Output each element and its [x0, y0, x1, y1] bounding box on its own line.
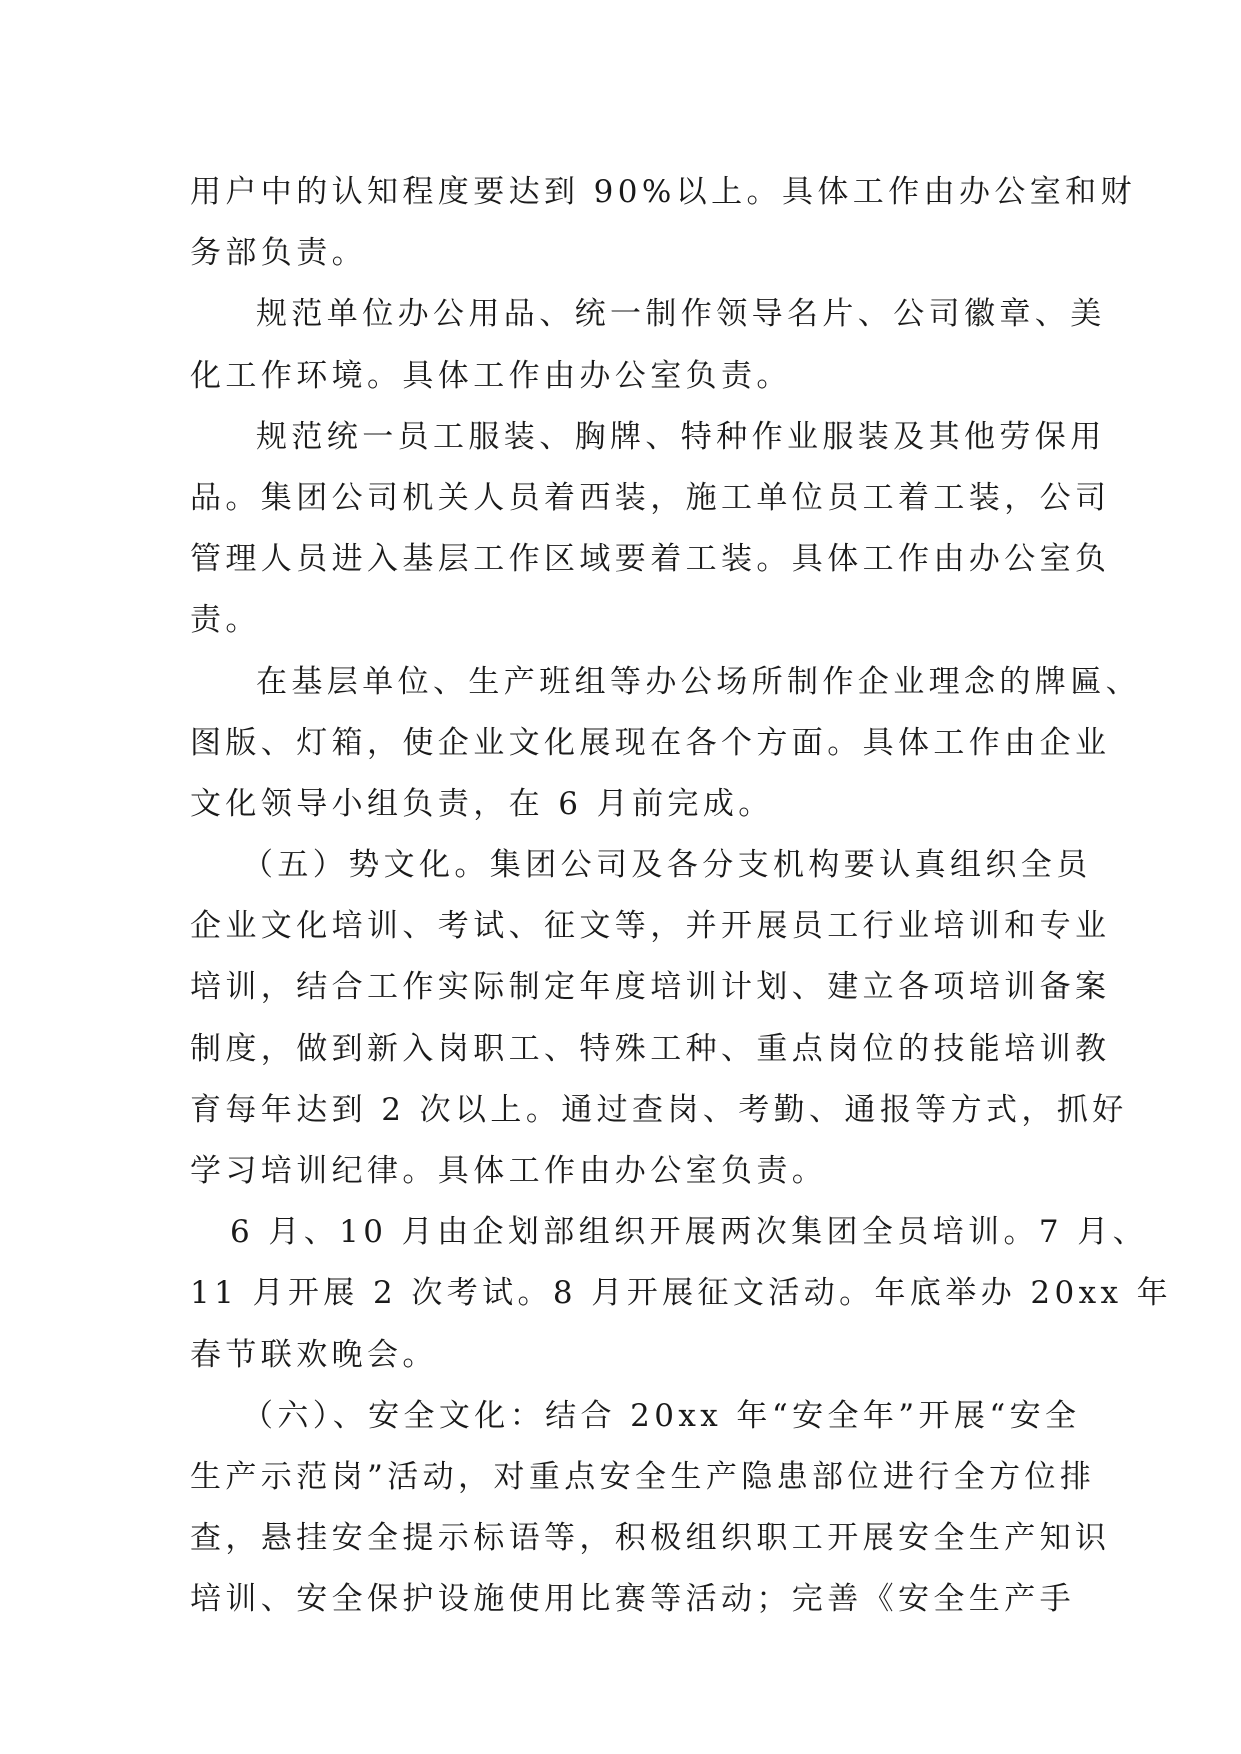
text-line: 生产示范岗”活动，对重点安全生产隐患部位进行全方位排 [190, 1458, 1096, 1495]
text-line: 在基层单位、生产班组等办公场所制作企业理念的牌匾、 [256, 663, 1141, 700]
text-line: 化工作环境。具体工作由办公室负责。 [190, 357, 792, 394]
text-line: 6 月、10 月由企划部组织开展两次集团全员培训。7 月、 [230, 1214, 1149, 1251]
text-line: 用户中的认知程度要达到 90%以上。具体工作由办公室和财 [190, 174, 1136, 210]
text-line: 11 月开展 2 次考试。8 月开展征文活动。年底举办 20xx 年 [190, 1275, 1173, 1312]
text-line: 文化领导小组负责，在 6 月前完成。 [190, 785, 774, 822]
text-line: 规范单位办公用品、统一制作领导名片、公司徽章、美 [256, 296, 1106, 333]
text-line: 查，悬挂安全提示标语等，积极组织职工开展安全生产知识 [190, 1520, 1111, 1557]
document-body [190, 162, 1173, 1631]
text-line: 育每年达到 2 次以上。通过查岗、考勤、通报等方式，抓好 [190, 1091, 1128, 1128]
text-line: 培训、安全保护设施使用比赛等活动；完善《安全生产手 [190, 1581, 1075, 1618]
text-line: 制度，做到新入岗职工、特殊工种、重点岗位的技能培训教 [190, 1030, 1111, 1067]
text-line: 品。集团公司机关人员着西装，施工单位员工着工装，公司 [190, 479, 1111, 516]
text-line: 图版、灯箱，使企业文化展现在各个方面。具体工作由企业 [190, 724, 1111, 761]
text-line: 管理人员进入基层工作区域要着工装。具体工作由办公室负 [190, 541, 1111, 578]
text-line: 规范统一员工服装、胸牌、特种作业服装及其他劳保用 [256, 418, 1106, 455]
text-line: 学习培训纪律。具体工作由办公室负责。 [190, 1153, 828, 1189]
text-line: 春节联欢晚会。 [190, 1336, 438, 1373]
section-heading-line: （五）势文化。集团公司及各分支机构要认真组织全员 [242, 847, 1092, 884]
section-heading-line: （六）、安全文化：结合 20xx 年“安全年”开展“安全 [242, 1397, 1081, 1434]
text-line: 企业文化培训、考试、征文等，并开展员工行业培训和专业 [190, 908, 1111, 945]
text-line: 务部负责。 [190, 235, 367, 272]
text-line: 培训，结合工作实际制定年度培训计划、建立各项培训备案 [190, 969, 1111, 1006]
text-line: 责。 [190, 602, 261, 639]
